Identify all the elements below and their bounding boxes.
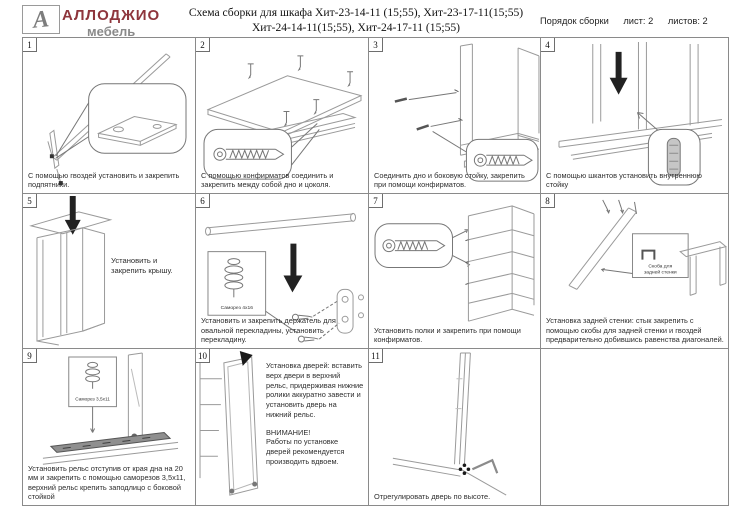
step-panel-7 — [369, 194, 541, 349]
door-edge-icon — [455, 353, 471, 464]
step-caption: Установить и закрепить крышу. — [111, 256, 173, 275]
step-number: 7 — [369, 194, 383, 208]
steps-grid — [22, 37, 729, 506]
step-caption: Отрегулировать дверь по высоте. — [374, 492, 491, 502]
step-caption: Установить полки и закрепить при помощи конфирматов. — [374, 325, 521, 345]
sheet-total: листов: 2 — [667, 16, 708, 26]
step-number: 3 — [369, 38, 383, 52]
cabinet-icon — [465, 206, 534, 321]
step3-illustration-side-stand — [369, 38, 540, 193]
step-panel-8 — [541, 194, 729, 349]
step-panel-2 — [196, 38, 369, 194]
step-number: 11 — [369, 349, 383, 363]
step-number: 1 — [23, 38, 37, 52]
page-title-line2: Хит-24-14-11(15;55), Хит-24-17-11 (15;55) — [251, 21, 461, 35]
step-caption: С помощью шкантов установить внутреннюю стойку — [546, 170, 702, 190]
empty-cell — [541, 349, 729, 506]
step-panel-5 — [23, 194, 196, 349]
page-title — [170, 5, 542, 35]
step-panel-10 — [196, 349, 369, 506]
step-caption: С помощью гвоздей установить и закрепить подпятники. — [28, 170, 180, 190]
order-label: Порядок сборки — [540, 16, 609, 26]
step-panel-9 — [23, 349, 196, 506]
door-install-text — [266, 361, 364, 467]
inset-label: Саморез 4х16 — [220, 306, 253, 312]
step-panel-1 — [23, 38, 196, 194]
step-number: 4 — [541, 38, 555, 52]
brand-text — [62, 8, 160, 39]
nail-icon — [50, 154, 54, 158]
oval-rail-icon — [205, 213, 355, 235]
sheet-info — [540, 16, 720, 26]
step-panel-4 — [541, 38, 729, 194]
callout-bubble — [89, 84, 186, 154]
step-panel-11 — [369, 349, 541, 506]
sheet-number: лист: 2 — [623, 16, 654, 26]
step2-illustration-bottom-plinth — [196, 38, 368, 193]
inset-label: Саморез 3,5х11 — [75, 397, 110, 403]
step-panel-3 — [369, 38, 541, 194]
hex-key-icon — [472, 460, 497, 473]
step-number: 5 — [23, 194, 37, 208]
sliding-door-icon — [128, 353, 142, 439]
brand-logo-icon — [22, 5, 60, 34]
step-caption: Установка задней стенки: стык закрепить с помощью скобы для задней стенки и гвоздей предварительно добившись равенства диагоналей. — [546, 316, 724, 345]
step-number: 2 — [196, 38, 210, 52]
step-caption: Установить рельс отступив от края дна на 20 мм и закрепить с помощью саморезов 3,5х11, верхний рельс крепить заподлицо с боковой стойкой — [28, 463, 186, 502]
step1-illustration-footplate — [23, 38, 195, 193]
warning-body: Работы по установке дверей рекомендуется производить вдвоем. — [266, 437, 345, 466]
step-number: 9 — [23, 349, 37, 363]
door-icon — [224, 357, 258, 495]
inset-label-line2: задней стенки — [643, 270, 677, 276]
warning-title: ВНИМАНИЕ! — [266, 427, 311, 437]
brand-subtitle: мебель — [87, 23, 136, 39]
step-number: 6 — [196, 194, 210, 208]
step-number: 8 — [541, 194, 555, 208]
step-number: 10 — [196, 349, 210, 363]
brand-name: АЛЛОДЖИО — [62, 7, 161, 24]
door-install-main: Установка дверей: вставить верх двери в верхний рельс, придерживая нижние ролики аккуратно завести и установить дверь на нижний рельс. — [266, 361, 364, 419]
down-arrow-icon — [283, 244, 302, 293]
screw-icon — [395, 99, 429, 130]
step11-illustration-door-adjust — [369, 349, 540, 505]
down-arrow-icon — [610, 52, 628, 95]
rail-icon — [43, 432, 178, 464]
page-title-line1: Схема сборки для шкафа Хит-23-14-11 (15;55), Хит-23-17-11(15;55) — [188, 6, 524, 19]
step-panel-6 — [196, 194, 369, 349]
brand-logo-letter: А — [31, 5, 51, 34]
step-caption: С помощью конфирматов соединить и закрепить между собой дно и цоколя. — [201, 170, 334, 190]
inset-label-line1: Скоба для — [648, 264, 673, 270]
step-caption: Установить и закрепить держатель для овальной перекладины, установить перекладину. — [201, 316, 336, 345]
step4-illustration-inner-stand — [541, 38, 728, 193]
step-caption: Соединить дно и боковую стойку, закрепить при помощи конфирматов. — [374, 170, 525, 190]
